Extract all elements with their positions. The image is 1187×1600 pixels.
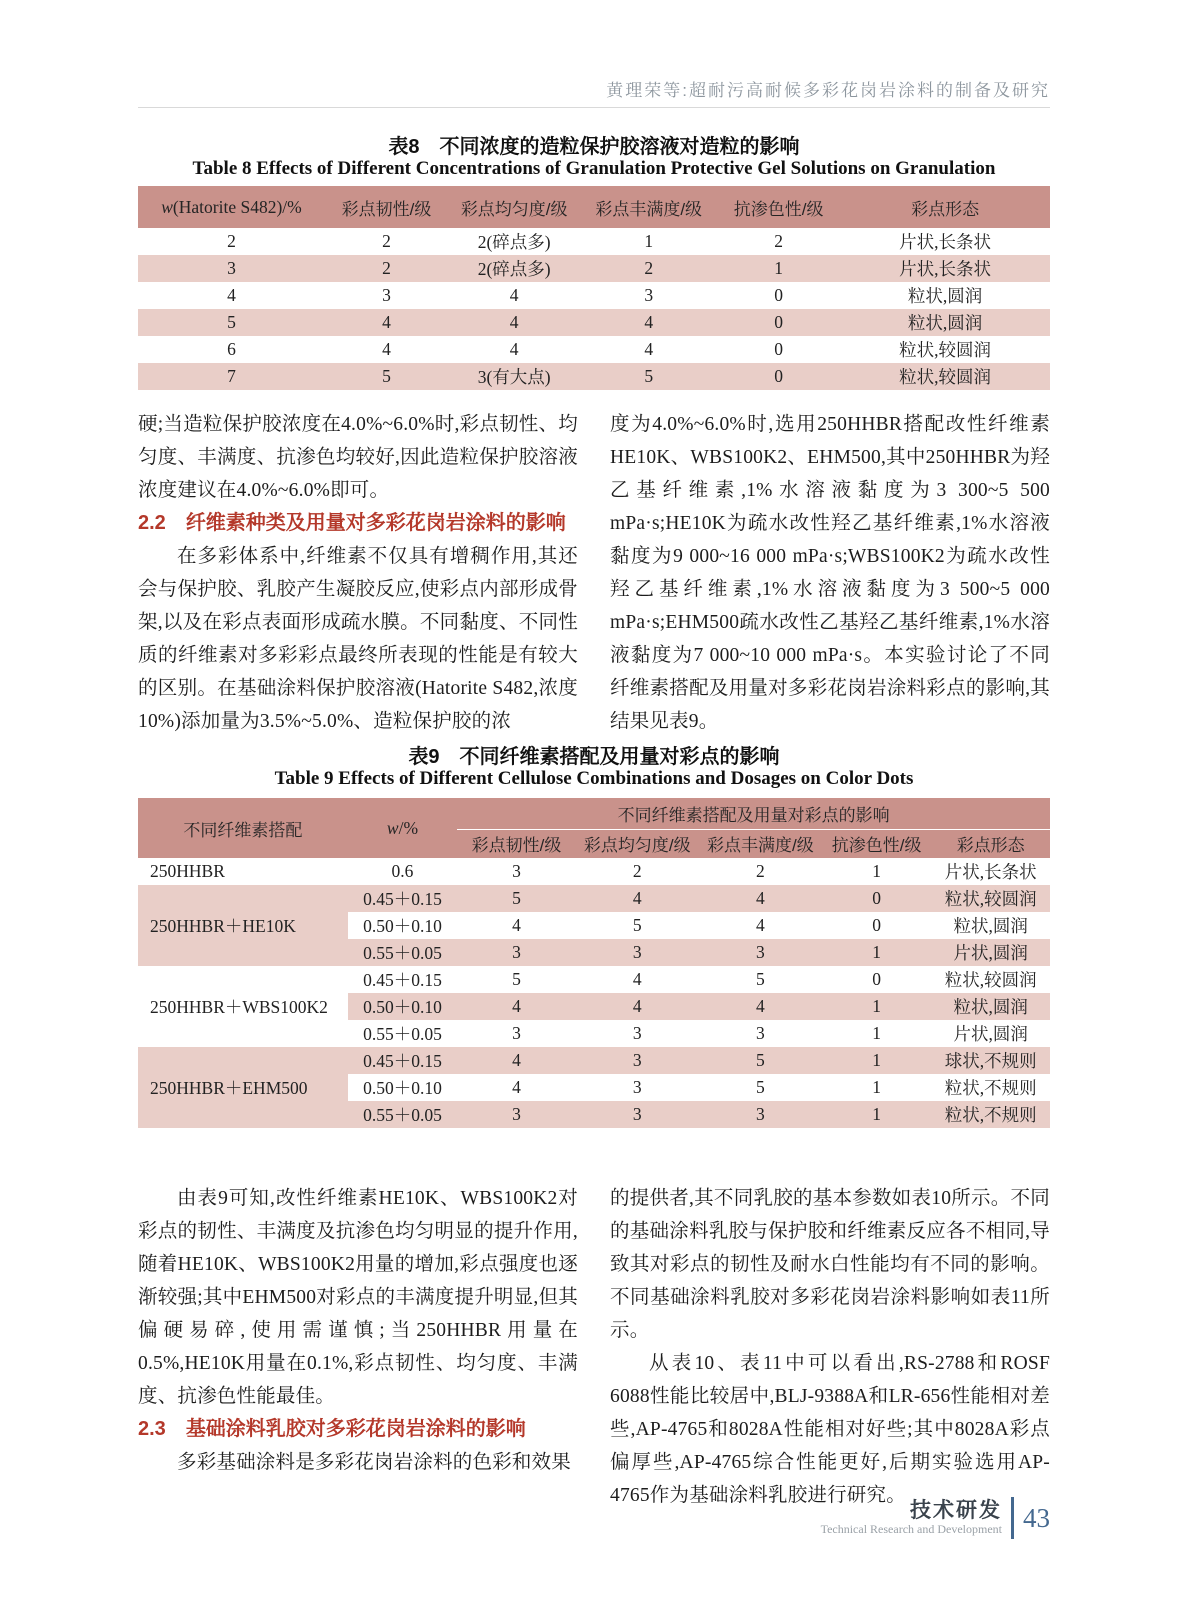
body-column-right [610,408,1050,738]
table9-cell: 3 [457,858,576,885]
paragraph: 硬;当造粒保护胶浓度在4.0%~6.0%时,彩点韧性、均匀度、丰满度、抗渗色均较好,因此造粒保护胶溶液浓度建议在4.0%~6.0%即可。 [138,414,578,501]
running-head-rule [138,107,1050,108]
body-columns-top [138,408,1050,738]
table8-cell: 1 [717,255,840,282]
table9-cell: 粒状,不规则 [931,1101,1050,1128]
table9-cell: 1 [822,1020,931,1047]
table9-cell: 0.50＋0.10 [348,912,457,939]
table8-cell: 6 [227,339,236,359]
table9-cell: 0.55＋0.05 [348,1101,457,1128]
table8-column-header: 彩点韧性/级 [325,186,448,228]
table8-cell: 0 [717,363,840,390]
table9-cell: 3 [699,939,822,966]
table9-sub-header: 彩点形态 [931,829,1050,858]
table8-title-zh: 表8 不同浓度的造粒保护胶溶液对造粒的影响 [388,136,800,158]
section-title: 纤维素种类及用量对多彩花岗岩涂料的影响 [185,512,566,534]
table9-cell: 1 [822,939,931,966]
table9-column-header-w: w/% [348,798,457,858]
table8-cell: 2(碎点多) [477,232,551,252]
table8-cell: 3(有大点) [448,363,580,390]
table8-cell: 2 [382,231,391,251]
table8-cell: 粒状,圆润 [840,309,1050,336]
table9-cell: 3 [576,1074,699,1101]
section-number: 2.3 [138,1418,166,1440]
table9-cell: 3 [699,1101,822,1128]
table8-cell: 4 [509,339,519,359]
table9-cell: 2 [576,858,699,885]
table9-cell: 3 [576,1020,699,1047]
table9-cell: 3 [576,1101,699,1128]
table9-cell: 0.55＋0.05 [348,939,457,966]
table9-row [138,966,1050,993]
paragraph: 在多彩体系中,纤维素不仅具有增稠作用,其还会与保护胶、乳胶产生凝胶反应,使彩点内部形成骨架,以及在彩点表面形成疏水膜。不同黏度、不同性质的纤维素对多彩彩点最终所表现的性能是有较大的区别。在基础涂料保护胶溶液(Hatorite S482,浓度10%)添加量为3.5%~5.0%、造粒保护胶的浓 [138,546,578,732]
table8-cell: 4 [509,285,519,305]
table8-cell: 3 [644,285,654,305]
table8-cell: 1 [644,231,654,251]
table9-cell: 3 [576,1047,699,1074]
table8-cell: 粒状,较圆润 [840,363,1050,390]
table9-cell: 1 [822,858,931,885]
table9-cell: 1 [822,1101,931,1128]
table8-cell: 0 [717,309,840,336]
table9-cell: 4 [457,993,576,1020]
table8-cell: 粒状,圆润 [907,286,983,306]
table9-sub-header: 抗渗色性/级 [822,829,931,858]
section-heading [138,1413,578,1446]
table9-cell: 1 [822,1047,931,1074]
table9-title-en: Table 9 Effects of Different Cellulose Combinations and Dosages on Color Dots [274,768,914,789]
table8-cell: 5 [325,363,448,390]
table9-sub-header: 彩点均匀度/级 [576,829,699,858]
table9-cell: 3 [576,939,699,966]
table8-title-en: Table 8 Effects of Different Concentrations of Granulation Protective Gel Solutions on Granulation [192,158,996,179]
table8-column-header: 彩点丰满度/级 [580,186,717,228]
table9-cell: 5 [457,885,576,912]
table9-cell: 4 [699,912,822,939]
paragraph: 由表9可知,改性纤维素HE10K、WBS100K2对彩点的韧性、丰满度及抗渗色均匀明显的提升作用,随着HE10K、WBS100K2用量的增加,彩点强度也逐渐较强;其中EHM500对彩点的丰满度提升明显,但其偏硬易碎,使用需谨慎;当250HHBR用量在0.5%,HE10K用量在0.1%,彩点韧性、均匀度、丰满度、抗渗色性能最佳。 [138,1188,578,1407]
table9-cell: 4 [457,912,576,939]
table8-row [138,363,1050,390]
section-title: 基础涂料乳胶对多彩花岗岩涂料的影响 [185,1418,526,1440]
table8-cell: 4 [227,285,236,305]
footer-section-zh: 技术研发 [910,1498,1002,1522]
body-column-right [610,1182,1050,1512]
table9-cell: 0 [822,885,931,912]
table9-cell: 4 [576,993,699,1020]
table8 [138,186,1050,390]
table9-row [138,1047,1050,1074]
table9-cell: 0.45＋0.15 [348,966,457,993]
table9-cell: 3 [457,1101,576,1128]
table9-cell: 5 [699,1074,822,1101]
table8-cell: 0 [774,285,784,305]
page-number: 43 [1023,1502,1050,1533]
table9-row [138,858,1050,885]
table9-column-header-group: 不同纤维素搭配 [138,798,348,858]
table9-cell: 粒状,圆润 [931,912,1050,939]
table9-cell: 0.45＋0.15 [348,1047,457,1074]
body-column-left [138,408,578,738]
table9-group-cell: 250HHBR＋WBS100K2 [138,966,348,1047]
table9-cell: 粒状,较圆润 [931,966,1050,993]
table8-cell: 4 [644,339,654,359]
table8-cell: 0 [774,339,784,359]
table9-cell: 5 [699,966,822,993]
table9-cell: 0.50＋0.10 [348,993,457,1020]
table9-cell: 1 [822,1074,931,1101]
table8-cell: 3 [138,255,325,282]
table8-row [138,336,1050,363]
table8-cell: 2 [774,231,784,251]
table9-group-cell: 250HHBR [138,858,348,885]
table9-cell: 2 [699,858,822,885]
footer-section-en: Technical Research and Development [820,1521,1002,1536]
table9-cell: 粒状,圆润 [931,993,1050,1020]
table9-cell: 3 [457,1020,576,1047]
table9-cell: 0.6 [348,858,457,885]
table8-column-header: 彩点形态 [840,186,1050,228]
table9-cell: 4 [576,966,699,993]
footer-section-label [821,1500,1002,1537]
table8-cell: 2 [580,255,717,282]
table9-cell: 0 [822,912,931,939]
table9-group-cell: 250HHBR＋HE10K [138,885,348,966]
table9-cell: 0.45＋0.15 [348,885,457,912]
table9-cell: 5 [699,1047,822,1074]
paragraph: 从表10、表11中可以看出,RS-2788和ROSF 6088性能比较居中,BLJ-9388A和LR-656性能相对差些,AP-4765和8028A性能相对好些;其中8028A彩点偏厚些,AP-4765综合性能更好,后期实验选用AP-4765作为基础涂料乳胶进行研究。 [610,1353,1050,1506]
table8-cell: 5 [580,363,717,390]
table8-row [138,228,1050,255]
table9-cell: 5 [457,966,576,993]
table8-cell: 2(碎点多) [448,255,580,282]
table9-cell: 片状,长条状 [931,858,1050,885]
table9-cell: 5 [576,912,699,939]
table9-cell: 球状,不规则 [931,1047,1050,1074]
table8-cell: 3 [382,285,391,305]
table9-cell: 粒状,不规则 [931,1074,1050,1101]
table9-cell: 3 [457,939,576,966]
table9-cell: 粒状,较圆润 [931,885,1050,912]
table8-column-header: w(Hatorite S482)/% [138,186,325,228]
table8-cell: 4 [448,309,580,336]
paragraph: 的提供者,其不同乳胶的基本参数如表10所示。不同的基础涂料乳胶与保护胶和纤维素反应各不相同,导致其对彩点的韧性及耐水白性能均有不同的影响。不同基础涂料乳胶对多彩花岗岩涂料影响如表11所示。 [610,1188,1050,1341]
table9-cell: 4 [576,885,699,912]
page-footer [821,1497,1050,1539]
table8-row [138,282,1050,309]
table9-row [138,885,1050,912]
body-column-left [138,1182,578,1512]
table9-sub-header: 彩点韧性/级 [457,829,576,858]
table8-cell: 2 [325,255,448,282]
table8-cell: 片状,长条状 [840,255,1050,282]
table8-cell: 片状,长条状 [899,232,992,252]
table8-cell: 7 [138,363,325,390]
table9 [138,798,1050,1128]
table8-row [138,255,1050,282]
section-number: 2.2 [138,512,166,534]
table9-title-zh: 表9 不同纤维素搭配及用量对彩点的影响 [408,746,780,768]
table8-cell: 4 [580,309,717,336]
table9-cell: 片状,圆润 [931,1020,1050,1047]
table9-cell: 0.50＋0.10 [348,1074,457,1101]
table9-cell: 4 [457,1047,576,1074]
table8-column-header: 彩点均匀度/级 [448,186,580,228]
section-heading [138,507,578,540]
paragraph: 多彩基础涂料是多彩花岗岩涂料的色彩和效果 [177,1452,572,1473]
paragraph: 度为4.0%~6.0%时,选用250HHBR搭配改性纤维素HE10K、WBS100K2、EHM500,其中250HHBR为羟乙基纤维素,1%水溶液黏度为3 300~5 500 mPa·s;HE10K为疏水改性羟乙基纤维素,1%水溶液黏度为9 000~16 000 mPa·s;WBS100K2为疏水改性羟乙基纤维素,1%水溶液黏度为3 500~5 000 mPa·s;EHM500疏水改性乙基羟乙基纤维素,1%水溶液黏度为7 000~10 000 mPa·s。本实验讨论了不同纤维素搭配及用量对多彩花岗岩涂料彩点的影响,其结果见表9。 [610,414,1050,732]
table8-row [138,309,1050,336]
table9-cell: 4 [457,1074,576,1101]
table9-sub-header: 彩点丰满度/级 [699,829,822,858]
table9-cell: 0.55＋0.05 [348,1020,457,1047]
body-columns-bottom [138,1182,1050,1512]
table9-cell: 1 [822,993,931,1020]
table8-cell: 4 [382,339,391,359]
table9-group-cell: 250HHBR＋EHM500 [138,1047,348,1128]
table8-column-header: 抗渗色性/级 [717,186,840,228]
table9-cell: 3 [699,1020,822,1047]
running-head: 黄理荣等:超耐污高耐候多彩花岗岩涂料的制备及研究 [606,81,1050,100]
table9-cell: 0 [822,966,931,993]
table9-cell: 4 [699,885,822,912]
table9-cell: 4 [699,993,822,1020]
table8-cell: 粒状,较圆润 [899,340,992,360]
footer-divider [1011,1497,1014,1539]
table8-cell: 2 [227,231,236,251]
table9-span-header: 不同纤维素搭配及用量对彩点的影响 [457,798,1050,829]
table8-cell: 4 [325,309,448,336]
table9-cell: 片状,圆润 [931,939,1050,966]
table8-cell: 5 [138,309,325,336]
